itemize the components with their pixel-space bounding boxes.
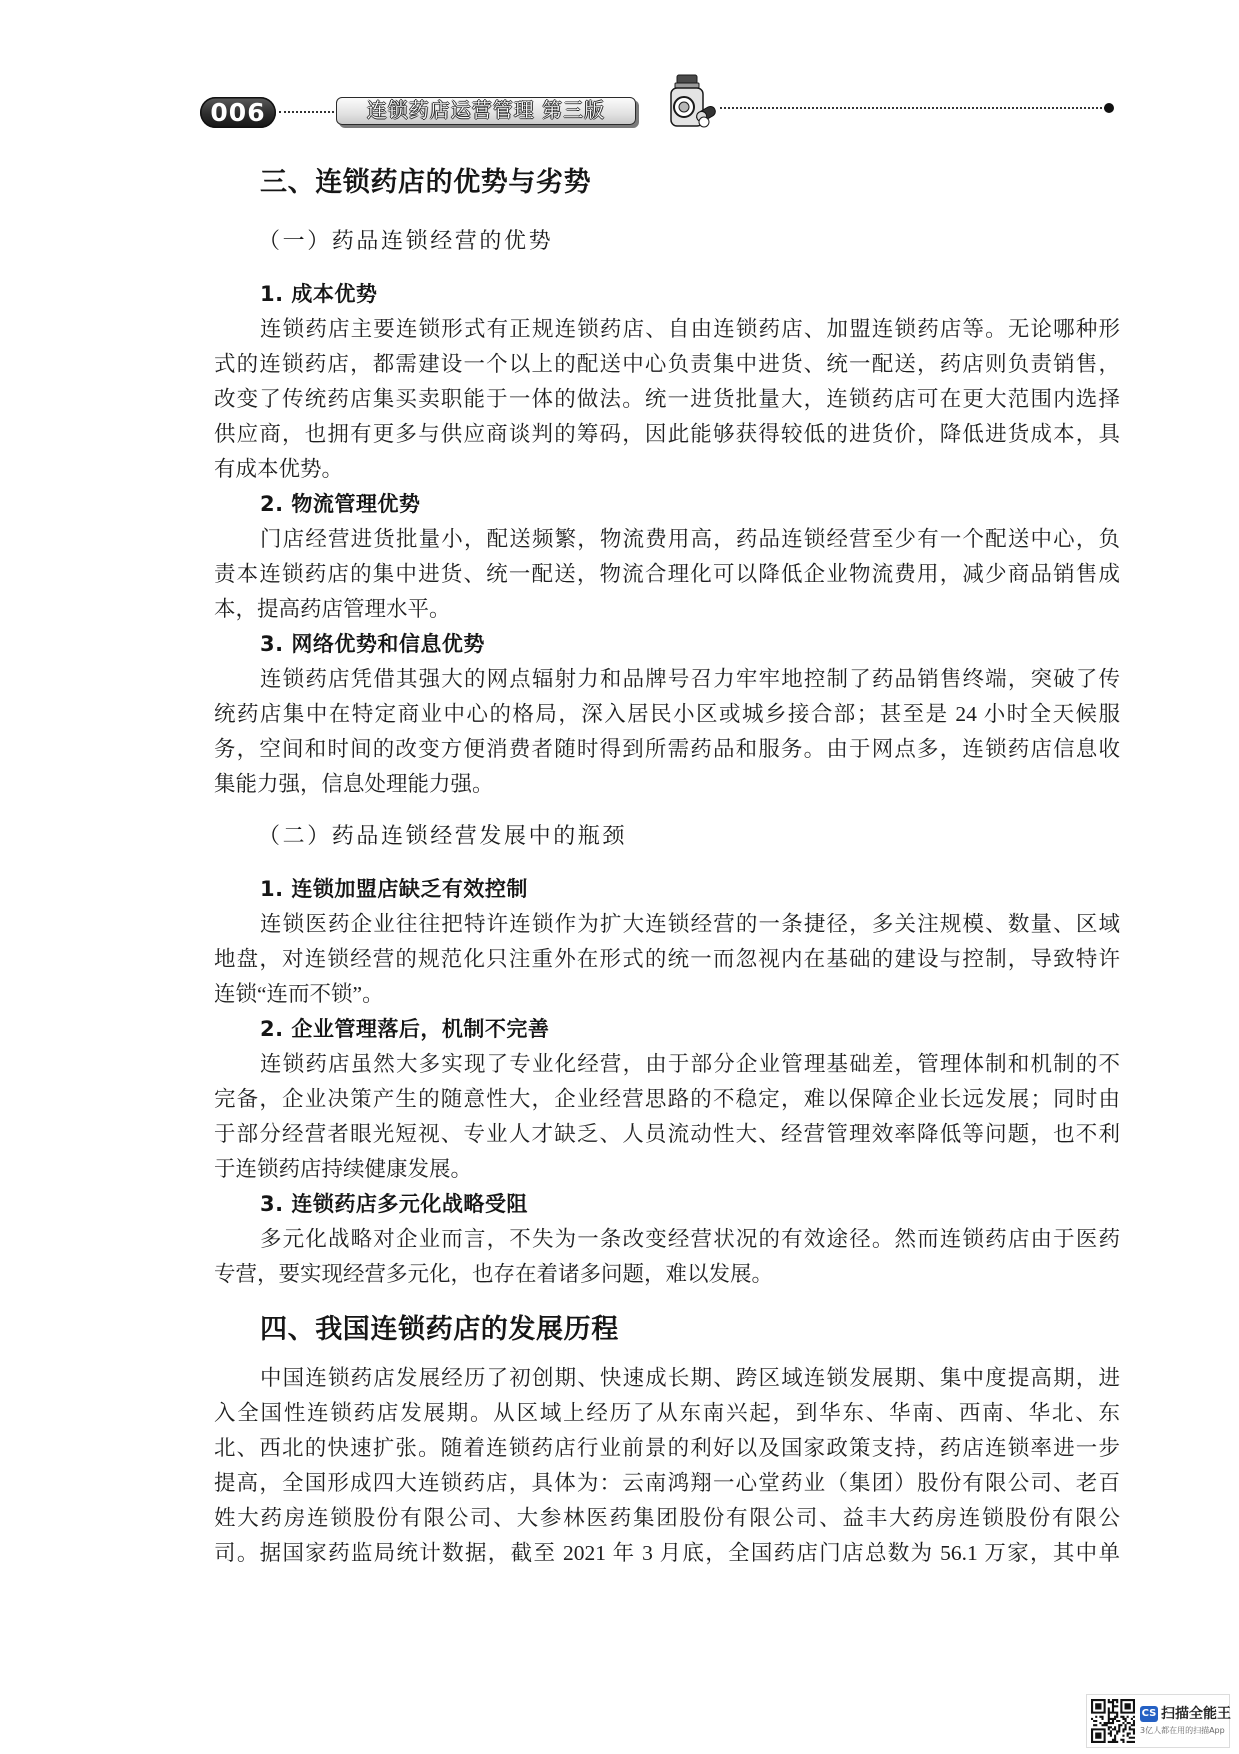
text-line: 连锁医药企业往往把特许连锁作为扩大连锁经营的一条捷径，多关注规模、数量、区域 [260, 912, 1120, 936]
numbered-item [214, 487, 1120, 627]
watermark-app-name: 扫描全能王 [1161, 1706, 1231, 1722]
subsection-title: （二）药品连锁经营发展中的瓶颈 [258, 824, 628, 849]
text-line: 提高，全国形成四大连锁药店，具体为：云南鸿翔一心堂药业（集团）股份有限公司、老百 [214, 1471, 1120, 1495]
text-line: 式的连锁药店，都需建设一个以上的配送中心负责集中进货、统一配送，药店则负责销售， [214, 352, 1120, 376]
paragraph [214, 1222, 1120, 1292]
text-line: 改变了传统药店集买卖职能于一体的做法。统一进货批量大，连锁药店可在更大范围内选择 [214, 387, 1120, 411]
text-line: 多元化战略对企业而言，不失为一条改变经营状况的有效途径。然而连锁药店由于医药 [260, 1227, 1120, 1251]
subsection-title: （一）药品连锁经营的优势 [258, 229, 554, 254]
bottle-label-pill [679, 102, 689, 112]
text-line: 入全国性连锁药店发展期。从区域上经历了从东南兴起，到华东、华南、西南、华北、东 [214, 1401, 1120, 1425]
numbered-item [214, 1012, 1120, 1187]
numbered-item [214, 277, 1120, 487]
text-line: 连锁药店凭借其强大的网点辐射力和品牌号召力牢牢地控制了药品销售终端，突破了传 [260, 667, 1120, 691]
section [214, 163, 1120, 1292]
rule-end-dot [1104, 103, 1114, 113]
text-line: 责本连锁药店的集中进货、统一配送，物流合理化可以降低企业物流费用，减少商品销售成 [214, 562, 1120, 586]
paragraph [214, 312, 1120, 487]
section-title: 三、连锁药店的优势与劣势 [260, 167, 592, 198]
numbered-item [214, 872, 1120, 1012]
numbered-item [214, 1187, 1120, 1292]
paragraph [214, 907, 1120, 1012]
text-line: 有成本优势。 [214, 457, 344, 481]
paragraph [214, 1361, 1120, 1571]
header-dotted-rule [720, 107, 1106, 109]
text-line: 连锁药店主要连锁形式有正规连锁药店、自由连锁药店、加盟连锁药店等。无论哪种形 [260, 317, 1120, 341]
page-number: 006 [200, 97, 276, 128]
watermark-brand [1140, 1705, 1231, 1723]
text-line: 于连锁药店持续健康发展。 [214, 1157, 473, 1181]
text-line: 于部分经营者眼光短视、专业人才缺乏、人员流动性大、经营管理效率降低等问题，也不利 [214, 1122, 1120, 1146]
numbered-item [214, 627, 1120, 802]
text-line: 连锁“连而不锁”。 [214, 982, 384, 1006]
text-line: 供应商，也拥有更多与供应商谈判的筹码，因此能够获得较低的进货价，降低进货成本，具 [214, 422, 1120, 446]
tablet-icon [699, 117, 709, 127]
section [214, 1310, 1120, 1571]
item-title: 2. 企业管理落后，机制不完善 [260, 1017, 550, 1041]
text-line: 务，空间和时间的改变方便消费者随时得到所需药品和服务。由于网点多，连锁药店信息收 [214, 737, 1120, 761]
paragraph [214, 522, 1120, 627]
text-line: 统药店集中在特定商业中心的格局，深入居民小区或城乡接合部；甚至是 24 小时全天候服 [214, 702, 1120, 726]
watermark-tagline: 3亿人都在用的扫描App [1140, 1726, 1225, 1735]
text-line: 门店经营进货批量小，配送频繁，物流费用高，药品连锁经营至少有一个配送中心，负 [260, 527, 1120, 551]
qr-code-icon [1091, 1699, 1135, 1743]
medicine-bottle-icon [660, 74, 718, 128]
camscanner-logo-icon: CS [1140, 1706, 1158, 1722]
item-title: 3. 网络优势和信息优势 [260, 632, 485, 656]
item-title: 3. 连锁药店多元化战略受阻 [260, 1192, 528, 1216]
subsection [214, 222, 1120, 802]
subsection [214, 817, 1120, 1292]
text-line: 北、西北的快速扩张。随着连锁药店行业前景的利好以及国家政策支持，药店连锁率进一步 [214, 1436, 1120, 1460]
text-line: 完备，企业决策产生的随意性大，企业经营思路的不稳定，难以保障企业长远发展；同时由 [214, 1087, 1120, 1111]
text-line: 专营，要实现经营多元化，也存在着诸多问题，难以发展。 [214, 1262, 774, 1286]
item-title: 1. 成本优势 [260, 282, 378, 306]
text-line: 本，提高药店管理水平。 [214, 597, 451, 621]
watermark-text [1140, 1705, 1231, 1737]
text-line: 姓大药房连锁股份有限公司、大参林医药集团股份有限公司、益丰大药房连锁股份有限公 [214, 1506, 1120, 1530]
page-body [214, 163, 1120, 1571]
text-line: 连锁药店虽然大多实现了专业化经营，由于部分企业管理基础差，管理体制和机制的不 [260, 1052, 1120, 1076]
section-title: 四、我国连锁药店的发展历程 [260, 1314, 619, 1345]
paragraph [214, 662, 1120, 802]
paragraph [214, 1047, 1120, 1187]
item-title: 1. 连锁加盟店缺乏有效控制 [260, 877, 528, 901]
text-line: 中国连锁药店发展经历了初创期、快速成长期、跨区域连锁发展期、集中度提高期，进 [260, 1366, 1120, 1390]
text-line: 地盘，对连锁经营的规范化只注重外在形式的统一而忽视内在基础的建设与控制，导致特许 [214, 947, 1120, 971]
item-title: 2. 物流管理优势 [260, 492, 421, 516]
text-line: 集能力强，信息处理能力强。 [214, 772, 494, 796]
scanner-watermark [1086, 1694, 1230, 1748]
text-line: 司。据国家药监局统计数据，截至 2021 年 3 月底，全国药店门店总数为 56.1 万家，其中单 [214, 1541, 1120, 1565]
book-title: 连锁药店运营管理 第三版 [336, 97, 636, 125]
header-dotted-rule [279, 111, 334, 113]
